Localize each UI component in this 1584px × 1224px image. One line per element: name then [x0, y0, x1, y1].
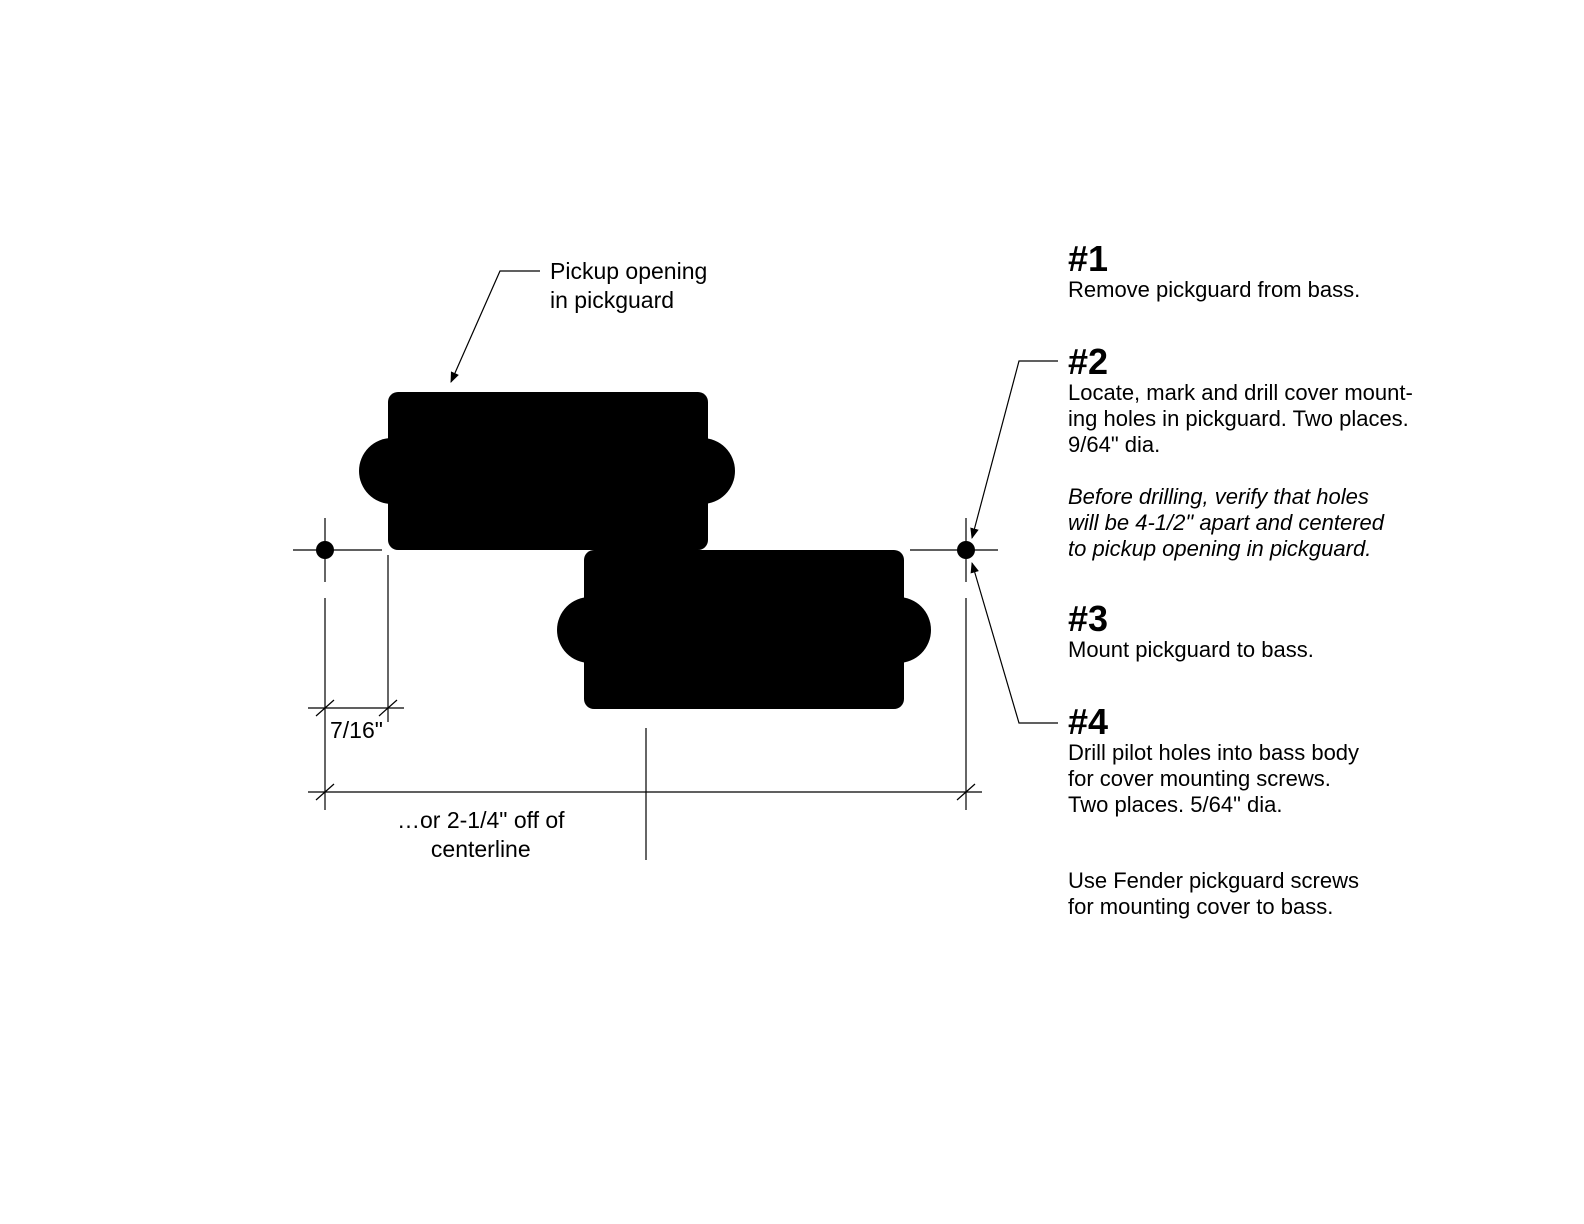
mounting-hole-right [910, 518, 998, 582]
step-text-line: Two places. 5/64" dia. [1068, 792, 1283, 817]
step-number: #4 [1068, 701, 1109, 742]
centerline-line-2: centerline [430, 836, 531, 862]
callout-line-1: Pickup opening [550, 258, 708, 284]
step-text-line: ing holes in pickguard. Two places. [1068, 406, 1409, 431]
centerline-line-1: …or 2-1/4" off of [397, 807, 565, 833]
step-number: #2 [1068, 341, 1109, 382]
step-2 [1068, 341, 1413, 562]
mounting-hole-left [293, 518, 382, 582]
step-number: #1 [1068, 238, 1109, 279]
footer-line: for mounting cover to bass. [1068, 894, 1334, 919]
step-text-line: 9/64" dia. [1068, 432, 1161, 457]
pickup-opening-callout [550, 257, 707, 315]
callout-line-2: in pickguard [550, 287, 675, 313]
step-text-line: Remove pickguard from bass. [1068, 277, 1361, 302]
step-3 [1068, 598, 1314, 663]
step-text-line: for cover mounting screws. [1068, 766, 1331, 791]
note-line: will be 4-1/2" apart and centered [1068, 510, 1385, 535]
step-number: #3 [1068, 598, 1109, 639]
step-2-note [1068, 484, 1413, 562]
pickup-opening-upper [359, 392, 735, 550]
step-text-line: Locate, mark and drill cover mount- [1068, 380, 1413, 405]
dimension-label-centerline [397, 806, 565, 864]
note-line: to pickup opening in pickguard. [1068, 536, 1372, 561]
step-text-line: Drill pilot holes into bass body [1068, 740, 1360, 765]
dimension-label-small: 7/16" [330, 717, 383, 743]
step-1 [1068, 238, 1361, 303]
step-text-line: Mount pickguard to bass. [1068, 637, 1314, 662]
pickup-opening-lower [557, 550, 931, 709]
step-4 [1068, 701, 1360, 818]
note-line: Before drilling, verify that holes [1068, 484, 1369, 509]
footer-note [1068, 868, 1359, 920]
footer-line: Use Fender pickguard screws [1068, 868, 1360, 893]
